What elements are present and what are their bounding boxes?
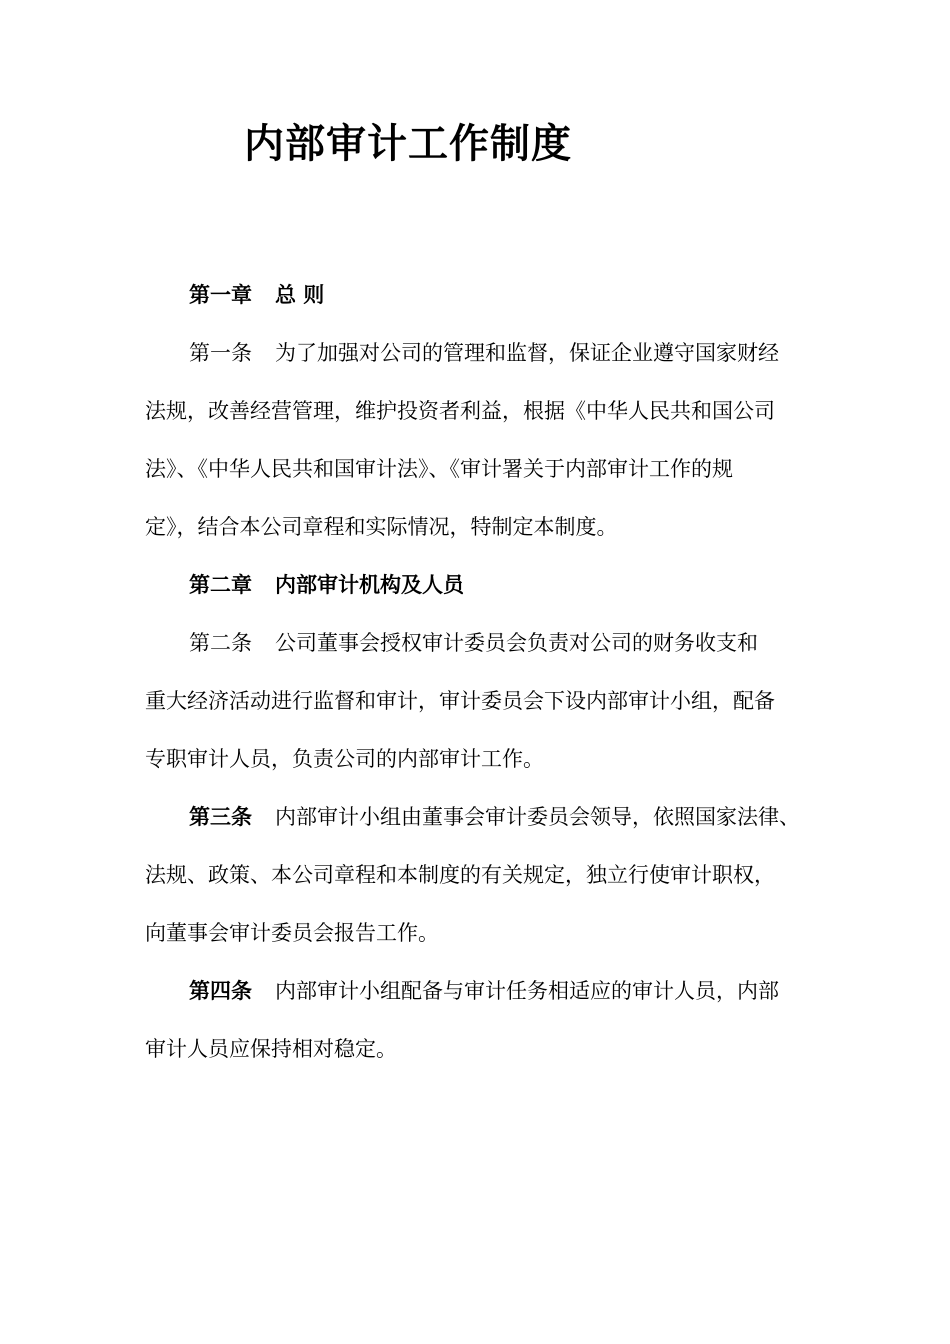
article-number: 第三条 [189, 805, 252, 829]
article-number: 第二条 [189, 631, 252, 655]
article-first-line [145, 330, 815, 388]
article-text: 公司董事会授权审计委员会负责对公司的财务收支和 [275, 631, 758, 655]
article-text: 为了加强对公司的管理和监督，保证企业遵守国家财经 [275, 341, 779, 365]
article-first-line [145, 794, 815, 852]
article-text: 内部审计小组由董事会审计委员会领导，依照国家法律、 [275, 805, 800, 829]
chapter-number: 第二章 [189, 573, 252, 597]
article [145, 620, 815, 794]
article-first-line [145, 620, 815, 678]
article [145, 968, 815, 1084]
article-text-line: 专职审计人员，负责公司的内部审计工作。 [145, 747, 544, 771]
article-number: 第四条 [189, 979, 252, 1003]
chapter-heading [145, 562, 815, 620]
article-text-line: 法规，改善经营管理，维护投资者利益，根据《中华人民共和国公司 [145, 399, 775, 423]
article [145, 330, 815, 562]
chapter-title: 内部审计机构及人员 [275, 573, 464, 597]
document-title: 内部审计工作制度 [244, 121, 572, 167]
document-body [145, 272, 815, 1084]
chapter-title: 总 则 [275, 283, 325, 307]
article-number: 第一条 [189, 341, 252, 365]
article-text-line: 法》、《中华人民共和国审计法》、《审计署关于内部审计工作的规 [145, 457, 733, 481]
article-text: 内部审计小组配备与审计任务相适应的审计人员，内部 [275, 979, 779, 1003]
article-text-line: 向董事会审计委员会报告工作。 [145, 921, 439, 945]
chapter-heading [145, 272, 815, 330]
article-text-line: 定》，结合本公司章程和实际情况，特制定本制度。 [145, 515, 618, 539]
article-first-line [145, 968, 815, 1026]
chapter-number: 第一章 [189, 283, 252, 307]
article [145, 794, 815, 968]
article-text-line: 审计人员应保持相对稳定。 [145, 1037, 397, 1061]
article-text-line: 重大经济活动进行监督和审计，审计委员会下设内部审计小组，配备 [145, 689, 775, 713]
article-text-line: 法规、政策、本公司章程和本制度的有关规定，独立行使审计职权， [145, 863, 775, 887]
